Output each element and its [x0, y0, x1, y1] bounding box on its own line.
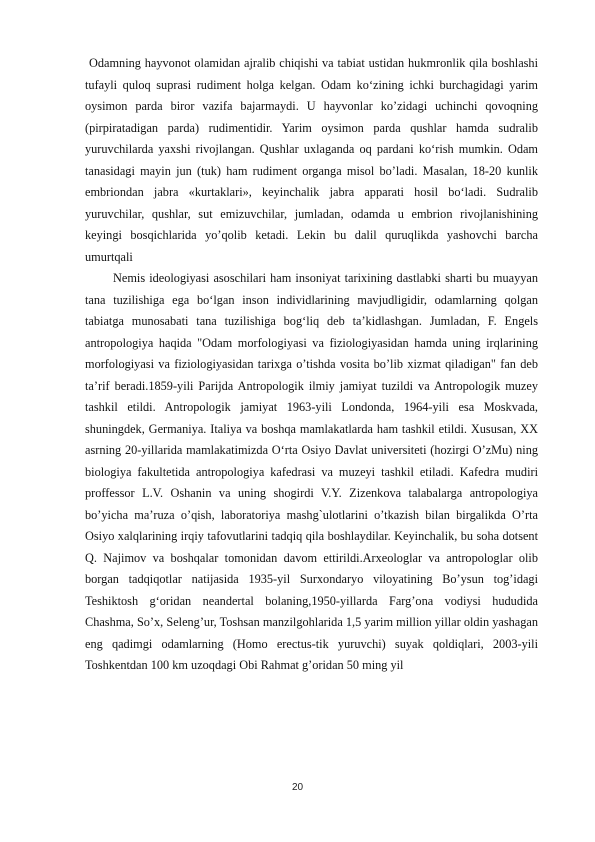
- page-number: 20: [291, 782, 304, 793]
- paragraph-rudiments: Odamning hayvonot olamidan ajralib chiqishi va tabiat ustidan hukmronlik qila boshlashi tufayli quloq suprasi rudiment holga kelgan. Odam ko‘zining ichki burchagidagi yarim oysimon parda biror vazifa bajarmaydi. U hayvonlar ko’zidagi uchinchi qovoqning (pirpiratadigan parda) rudimentidir. Yarim oysimon parda qushlar hamda sudralib yuruvchilarda yaxshi rivojlangan. Qushlar uxlaganda oq pardani ko‘rish mumkin. Odam tanasidagi mayin jun (tuk) ham rudiment organga misol bo’ladi. Masalan, 18-20 kunlik embriondan jabra «kurtaklari», keyinchalik jabra apparati hosil bo‘ladi. Sudralib yuruvchilar, qushlar, sut emizuvchilar, jumladan, odamda u embrion rivojlanishining keyingi bosqichlarida yo’qolib ketadi. Lekin bu dalil quruqlikda yashovchi barcha umurtqali: [85, 56, 538, 264]
- paragraph-anthropology-history: Nemis ideologiyasi asoschilari ham insoniyat tarixining dastlabki sharti bu muayyan tana tuzilishiga ega bo‘lgan inson individlarining mavjudligidir, odamlarning qolgan tabiatga munosabati tana tuzilishiga bog‘liq deb ta’kidlashgan. Jumladan, F. Engels antropologiya haqida "Odam morfologiyasi va fiziologiyasidan hamda uning irqlarining morfologiyasi va fiziologiyasidan tarixga o’tishda vosita bo’lib xizmat qiladigan" fan deb ta’rif beradi.1859-yili Parijda Antropologik ilmiy jamiyat tuzildi va Antropologik muzey tashkil etildi. Antropologik jamiyat 1963-yili Londonda, 1964-yili esa Moskvada, shuningdek, Germaniya. Italiya va boshqa mamlakatlarda ham tashkil etildi. Xususan, XX asrning 20-yillarida mamlakatimizda O‘rta Osiyo Davlat universiteti (hozirgi O’zMu) ning biologiya fakultetida antropologiya kafedrasi va muzeyi tashkil etiladi. Kafedra mudiri proffessor L.V. Oshanin va uning shogirdi V.Y. Zizenkova talabalarga antropologiya bo’yicha ma’ruza o’qish, laboratoriya mashg`ulotlarini o’tkazish bilan birgalikda O’rta Osiyo xalqlarining irqiy tafovutlarini tadqiq qila boshlaydilar. Keyinchalik, bu soha dotsent Q. Najimov va boshqalar tomonidan davom ettirildi.Arxeologlar va antropologlar olib borgan tadqiqotlar natijasida 1935-yil Surxondaryo viloyatining Bo’ysun tog’idagi Teshiktosh g‘oridan neandertal bolaning,1950-yillarda Farg’ona vodiysi hududida Chashma, So’x, Seleng’ur, Toshsan manzilgohlarida 1,5 yarim million yillar oldin yashagan eng qadimgi odamlarning (Homo erectus-tik yuruvchi) suyak qoldiqlari, 2003-yili Toshkentdan 100 km uzoqdagi Obi Rahmat g’oridan 50 ming yil: [85, 271, 538, 672]
- document-page: [85, 53, 538, 677]
